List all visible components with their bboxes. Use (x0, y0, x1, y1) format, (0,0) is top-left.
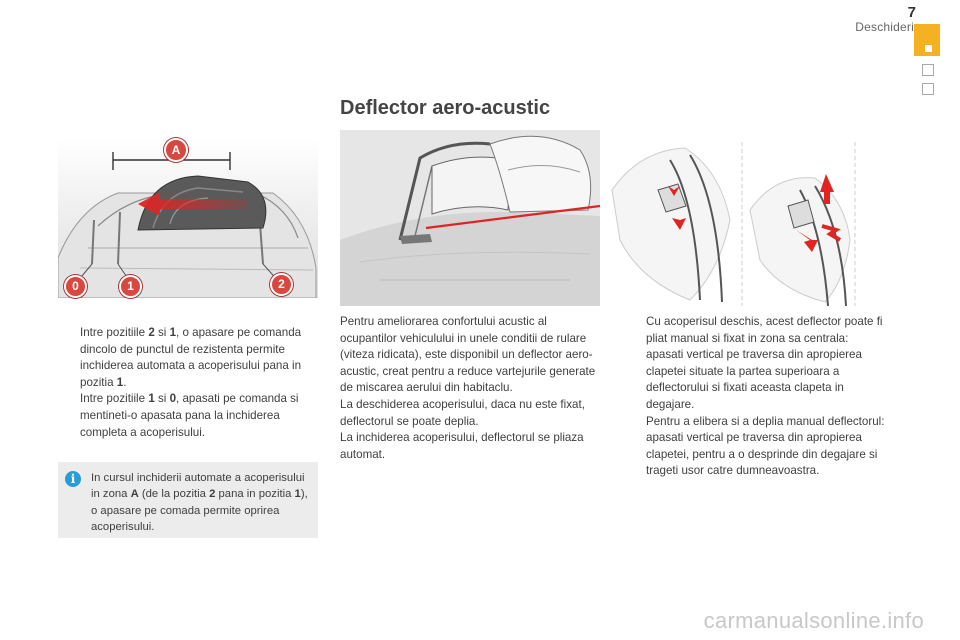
left-bullet-1 (58, 325, 318, 391)
middle-paragraph-1: Pentru ameliorarea confortului acustic al ocupantilor vehiculului in unele conditii de rulare (viteza ridicata), este disponibil un deflector aero-acustic, creat pentru a reduce vartejurile generate de miscarea aerului din habitaclu. (340, 315, 596, 395)
left-bullet-2-text (80, 392, 299, 438)
right-bullet-2 (624, 414, 886, 480)
bold-run: 2 (148, 326, 155, 339)
right-bullet-1 (624, 314, 886, 414)
text-run: In cursul inchiderii automate a acoperisului in zona (91, 472, 305, 501)
bold-run: 1 (116, 375, 124, 389)
deflector-illustration (340, 130, 600, 306)
marker-1: 1 (119, 275, 142, 298)
text-run: Intre pozitiile (80, 326, 149, 339)
watermark: carmanualsonline.info (703, 608, 924, 633)
left-column (58, 325, 318, 441)
left-bullet-2 (58, 391, 318, 441)
text-run: Intre pozitiile (80, 392, 149, 406)
bold-run: 1 (294, 488, 301, 501)
right-bullet-1-text: Cu acoperisul deschis, acest deflector poate fi pliat manual si fixat in zona sa centrala: apasati vertical pe traversa din apropierea clapetei situate la partea superioara a deflectorului si fixati aceasta clapeta in degajare. (646, 315, 883, 411)
chapter-tab (914, 24, 940, 56)
chapter-title: Deschideri (855, 20, 914, 34)
bold-run: A (130, 488, 139, 501)
deflector-clip-detail-illustration (600, 130, 860, 306)
text-run: , apasati pe comanda si mentineti-o apasata pana la inchiderea completa a acoperisului. (80, 392, 299, 439)
page-number: 7 (907, 4, 916, 21)
right-column (624, 314, 886, 480)
middle-paragraph-3: La inchiderea acoperisului, deflectorul se pliaza automat. (340, 431, 584, 461)
right-bullet-2-text: Pentru a elibera si a deplia manual deflectorul: apasati vertical pe traversa din apropierea clapetei, pentru a o desprinde din degajare si trageti usor catre dumneavoastra. (646, 414, 885, 478)
info-note-box (58, 462, 318, 538)
text-run: (de la pozitia (138, 488, 210, 501)
middle-paragraph-2: La deschiderea acoperisului, daca nu este fixat, deflectorul se poate deplia. (340, 397, 585, 428)
bold-run: 2 (209, 488, 216, 501)
marker-0: 0 (64, 275, 87, 298)
text-run: ), o apasare pe comada permite oprirea acoperisului. (91, 488, 308, 534)
bold-run: 0 (169, 392, 177, 406)
info-note-text (91, 470, 313, 536)
text-run: pana in pozitia (215, 488, 295, 501)
text-run: si (154, 326, 170, 339)
tab-marker (925, 45, 932, 52)
section-title: Deflector aero-acustic (340, 97, 551, 119)
text-run: si (154, 392, 170, 406)
text-run: . (123, 375, 127, 389)
nav-square-1 (922, 64, 934, 76)
marker-a: A (164, 138, 188, 162)
marker-2: 2 (270, 273, 293, 296)
info-icon: i (65, 471, 81, 487)
text-run: , o apasare pe comanda dincolo de punctul de rezistenta permite inchiderea automata a acoperisului pana in pozitia (80, 326, 302, 389)
left-bullet-1-text (80, 326, 301, 389)
bold-run: 1 (169, 326, 177, 339)
middle-column (340, 314, 602, 463)
bold-run: 1 (148, 392, 155, 406)
nav-square-2 (922, 83, 934, 95)
